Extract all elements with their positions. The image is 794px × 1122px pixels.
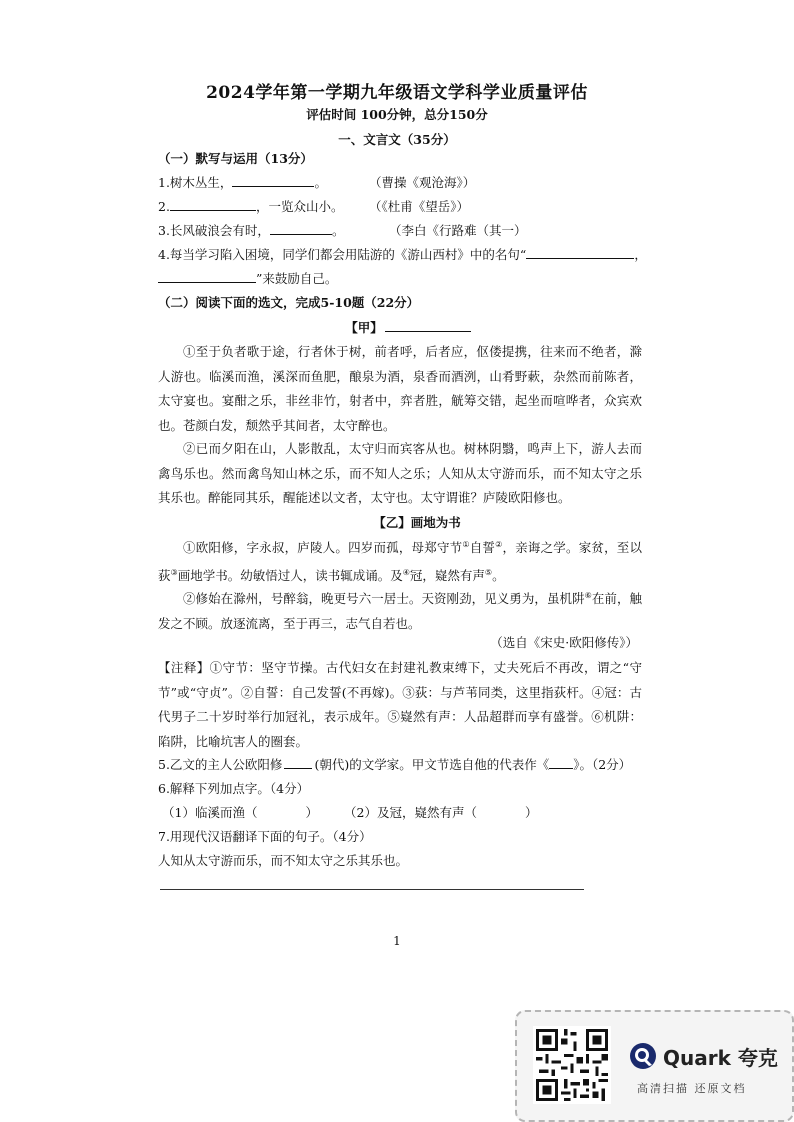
jia-paragraph-2: ②已而夕阳在山，人影散乱，太守归而宾客从也。树林阴翳，鸣声上下，游人去而禽鸟乐也。然而禽鸟知山林之乐，而不知人之乐；人知从太守游而乐，而不知太守之乐其乐也。醉能同其乐，醒能述以文者，太守也。太守谓谁？庐陵欧阳修也。: [158, 441, 642, 505]
yi-heading: 【乙】画地为书: [373, 515, 461, 530]
q4-comma: ，: [634, 247, 647, 262]
question-1: [158, 174, 327, 192]
yi-p1-f: 。: [492, 567, 505, 583]
q3-text: 3.长风破浪会有时，: [158, 223, 270, 238]
question-6-2: [344, 804, 537, 822]
answer-line: [160, 889, 584, 890]
jia-heading: [0, 318, 794, 336]
q1-source: （曹操《观沧海》）: [369, 175, 476, 190]
quark-brand: Quark 夸克: [663, 1046, 778, 1070]
quark-slogan: 高清扫描 还原文档: [637, 1082, 747, 1095]
qr-code-icon: [533, 1026, 611, 1104]
q4-blank-2: [158, 270, 256, 283]
jia-title-blank: [385, 319, 471, 332]
yi-paragraph-2: [158, 584, 642, 636]
yi-p2-b: 在前，触发之不顾。放逐流离，至于再三，志气自若也。: [158, 591, 642, 631]
jia-paragraph-1: ①至于负者歌于途，行者休于树，前者呼，后者应，伛偻提携，往来而不绝者，滁人游也。临溪而渔，溪深而鱼肥，酿泉为酒，泉香而酒洌，山肴野蔌，杂然而前陈者，太守宴也。宴酣之乐，非丝非竹，射者中，弈者胜，觥筹交错，起坐而喧哗者，众宾欢也。苍颜白发，颓然乎其间者，太守醉也。: [158, 344, 642, 433]
q2-blank: [170, 198, 256, 211]
q5-end: 》。（2分）: [573, 757, 632, 772]
note-ref-6: ⑥: [584, 591, 592, 600]
q1-end: 。: [314, 175, 327, 190]
notes: 【注释】①守节：坚守节操。古代妇女在封建礼教束缚下，丈夫死后不再改，谓之“守节”或“守贞”。②自誓：自己发誓(不再嫁)。③荻：与芦苇同类，这里指荻杆。④冠：古代男子二十岁时举行加冠礼，表示成年。⑤嶷然有声：人品超群而享有盛誉。⑥机阱：陷阱，比喻坑害人的圈套。: [158, 660, 642, 749]
question-4: [158, 246, 647, 264]
q5-mid: (朝代)的文学家。甲文节选自他的代表作《: [314, 757, 550, 772]
exam-title: 2024学年第一学期九年级语文学科学业质量评估: [206, 83, 588, 103]
question-6: 6.解释下列加点字。（4分）: [158, 781, 310, 796]
yi-paragraph-1: [158, 533, 642, 588]
q6-1-text: （1）临溪而渔（: [162, 805, 258, 820]
yi-p1-b: 自誓: [469, 540, 496, 556]
yi-source: （选自《宋史·欧阳修传》）: [490, 635, 638, 650]
q4-text: 4.每当学习陷入困境，同学们都会用陆游的《游山西村》中的名句“: [158, 247, 527, 262]
question-5: [158, 756, 631, 774]
jia-label: 【甲】: [345, 320, 383, 335]
question-2: [158, 198, 343, 216]
yi-p1-a: ①欧阳修，字永叔，庐陵人。四岁而孤，母郑守节: [183, 540, 463, 556]
part2-heading: （二）阅读下面的选文，完成5-10题（22分）: [158, 295, 420, 310]
q7-sentence: 人知从太守游而乐，而不知太守之乐其乐也。: [158, 853, 409, 868]
note-ref-3: ③: [170, 567, 178, 577]
q1-blank: [232, 174, 314, 187]
q4-end: ”来鼓励自己。: [256, 271, 338, 286]
q6-1-end: ）: [305, 805, 318, 820]
q6-2-text: （2）及冠，嶷然有声（: [344, 805, 477, 820]
q2-source: （《杜甫《望岳》）: [369, 199, 470, 214]
question-3: [158, 222, 344, 240]
section-heading: 一、文言文（35分）: [338, 132, 456, 147]
quark-logo-icon: [629, 1042, 657, 1070]
quark-watermark: [515, 1010, 794, 1122]
exam-subtitle: 评估时间 100分钟，总分150分: [306, 107, 488, 122]
yi-p1-c: ，亲诲之学。家贫，至以荻: [158, 540, 642, 583]
question-4-cont: [158, 270, 337, 288]
page-number: 1: [393, 934, 401, 948]
q5-blank-2: [549, 756, 573, 769]
yi-p2-a: ②修始在滁州，号醉翁，晚更号六一居士。天资刚劲，见义勇为，虽机阱: [183, 591, 585, 607]
yi-p1-d: 画地学书。幼敏悟过人，读书辄成诵。及: [177, 567, 403, 583]
q3-source: （李白《行路难（其一）: [389, 223, 527, 238]
question-7: 7.用现代汉语翻译下面的句子。（4分）: [158, 829, 372, 844]
note-ref-2: ②: [495, 540, 503, 549]
q4-blank-1: [526, 246, 634, 259]
q2-text: 2.: [158, 199, 170, 214]
note-ref-5: ⑤: [484, 567, 493, 577]
q3-blank: [270, 222, 332, 235]
q1-text: 1.树木丛生，: [158, 175, 233, 190]
yi-p1-e: 冠，嶷然有声: [409, 567, 485, 583]
q6-2-end: ）: [524, 805, 538, 820]
q3-end: 。: [331, 223, 345, 238]
note-ref-1: ①: [462, 540, 470, 549]
q5-text: 5.乙文的主人公欧阳修: [158, 757, 283, 772]
q5-blank-1: [284, 756, 312, 769]
q2-end: ，一览众山小。: [255, 199, 344, 214]
note-ref-4: ④: [402, 567, 410, 577]
question-6-1: [162, 804, 318, 822]
part1-heading: （一）默写与运用（13分）: [158, 151, 313, 166]
